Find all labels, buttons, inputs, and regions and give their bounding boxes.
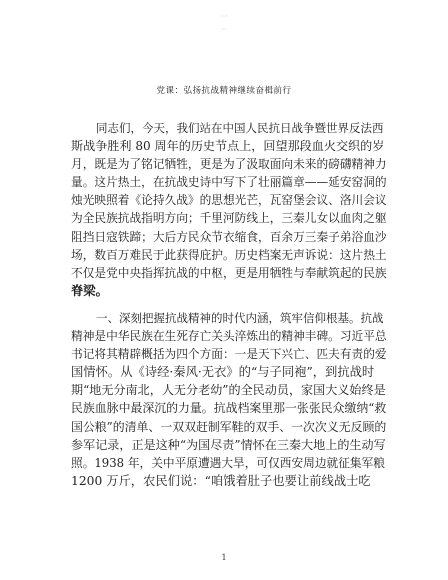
text-line: 同志们，今天，我们站在中国人民抗日战争暨世界反法西 xyxy=(96,121,384,135)
text-line: 为全民族抗战指明方向；千里河防线上，三秦儿女以血肉之躯 xyxy=(71,211,387,226)
text-line: 烛光映照着《论持久战》的思想光芒，瓦窑堡会议、洛川会议 xyxy=(71,193,387,208)
promo-banner xyxy=(0,10,448,36)
text-line: 照。1938 年，关中平原遭遇大旱，可仅西安周边就征集军粮 xyxy=(71,455,385,470)
text-line: 场，数百万难民于此获得庇护。历史档案无声诉说：这片热土 xyxy=(71,247,387,262)
text-line: 精神是中华民族在生死存亡关头淬炼出的精神丰碑。习近平总 xyxy=(71,329,387,344)
text-line: 量。这片热土，在抗战史诗中写下了壮丽篇章——延安窑洞的 xyxy=(71,175,387,190)
text-line: 期“地无分南北，人无分老幼”的全民动员，家国大义始终是 xyxy=(71,383,386,398)
text-line: 一、深刻把握抗战精神的时代内涵，筑牢信仰根基。抗战 xyxy=(96,310,384,325)
text-line: 月，既是为了铭记牺牲，更是为了汲取面向未来的磅礴精神力 xyxy=(71,157,387,172)
promo-line-red xyxy=(0,10,448,23)
promo-line-blue xyxy=(0,23,448,36)
text-line: 国公粮”的清单、一双双赶制军鞋的双手、一次次义无反顾的 xyxy=(71,419,387,434)
paragraph-intro xyxy=(71,119,385,300)
text-line: 国情怀。从《诗经·秦风·无衣》的“与子同袍”，到抗战时 xyxy=(71,365,375,380)
text-line: 脊梁。 xyxy=(71,282,108,298)
page-number: 1 xyxy=(221,553,227,562)
document-title: 党课：弘扬抗战精神继续奋楫前行 xyxy=(156,86,292,96)
paragraph-section-one xyxy=(71,309,385,490)
text-line: 书记将其精辟概括为四个方面：一是天下兴亡、匹夫有责的爱 xyxy=(71,347,387,362)
text-line: 阻挡日寇铁蹄；大后方民众节衣缩食，百余万三秦子弟浴血沙 xyxy=(71,229,387,244)
text-line: 民族血脉中最深沉的力量。抗战档案里那一张张民众缴纳“救 xyxy=(71,401,387,416)
text-line: 参军记录，正是这种“为国尽责”情怀在三秦大地上的生动写 xyxy=(71,437,386,452)
text-line: 不仅是党中央指挥抗战的中枢，更是用牺牲与奉献筑起的民族 xyxy=(71,265,387,280)
text-line: 斯战争胜利 80 周年的历史节点上，回望那段血火交织的岁 xyxy=(71,139,385,154)
text-line: 1200 万斤，农民们说：“咱饿着肚子也要让前线战士吃 xyxy=(71,473,371,488)
document-body xyxy=(71,119,385,490)
